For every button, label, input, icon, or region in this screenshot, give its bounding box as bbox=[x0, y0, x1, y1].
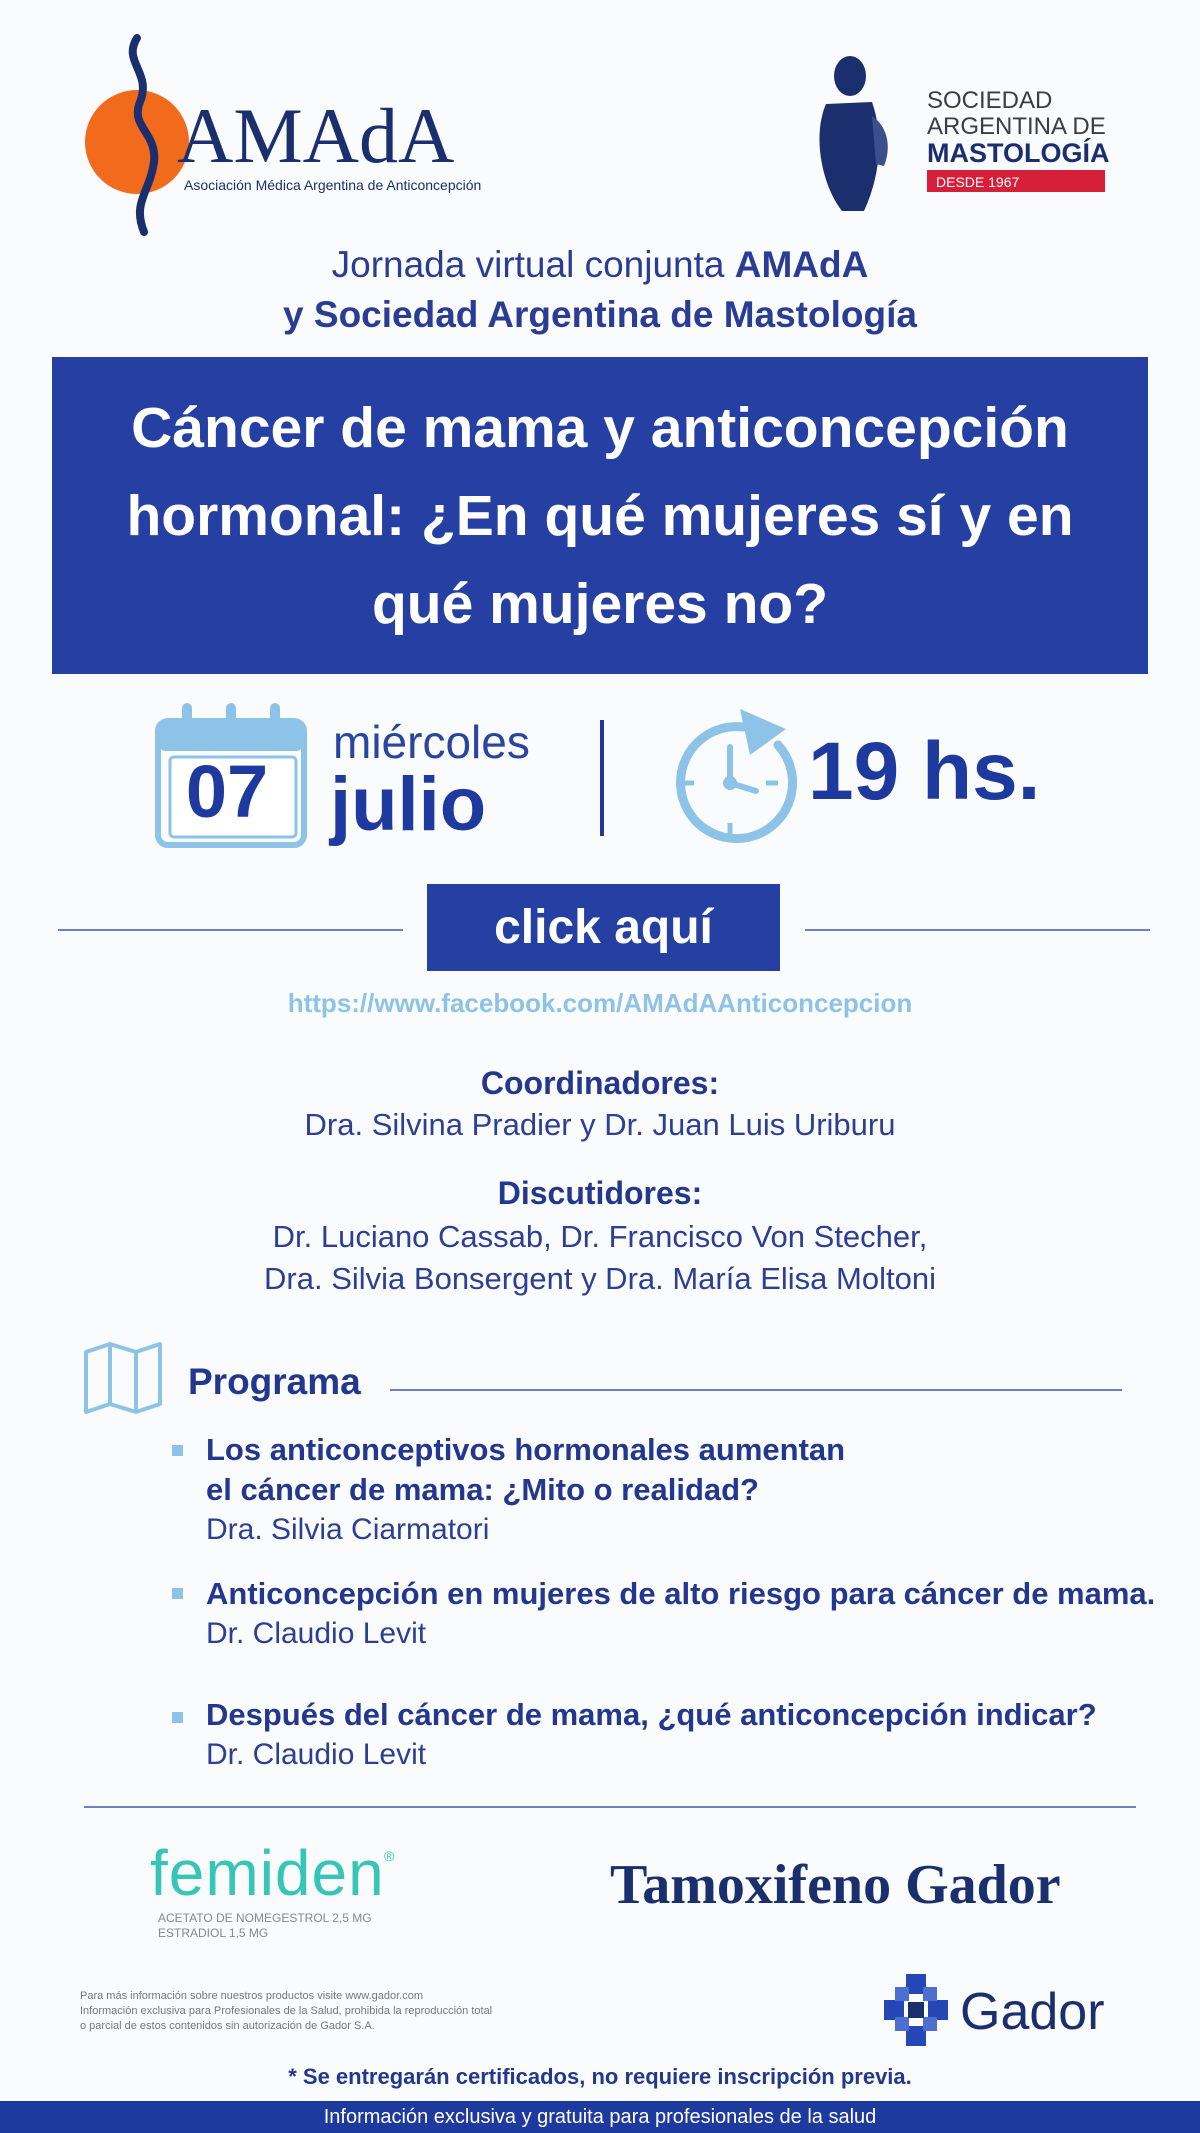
femiden-registered-mark: ® bbox=[384, 1848, 395, 1864]
gador-logo-icon bbox=[880, 1974, 952, 2046]
subtitle-line2: y Sociedad Argentina de Mastología bbox=[283, 294, 917, 335]
footer-bar: Información exclusiva y gratuita para profesionales de la salud bbox=[0, 2101, 1200, 2133]
fine-print-line1: Para más información sobre nuestros productos visite www.gador.com bbox=[80, 1990, 423, 2002]
title-banner bbox=[52, 357, 1148, 674]
femiden-ingredient-1: ACETATO DE NOMEGESTROL 2,5 MG bbox=[158, 1911, 372, 1925]
program-item-1-title-line1: Los anticonceptivos hormonales aumentan bbox=[206, 1432, 846, 1467]
program-item-3-title: Después del cáncer de mama, ¿qué anticoncepción indicar? bbox=[206, 1697, 1097, 1732]
clock-icon bbox=[668, 705, 798, 845]
amada-logo bbox=[82, 32, 552, 237]
subtitle-line1-bold: AMAdA bbox=[734, 244, 869, 285]
event-month: julio bbox=[330, 762, 487, 847]
sam-logo bbox=[812, 46, 1112, 216]
coordinators-heading: Coordinadores: bbox=[480, 1065, 720, 1101]
discussants-names-line1: Dr. Luciano Cassab, Dr. Francisco Von Stecher, bbox=[272, 1219, 928, 1254]
program-line bbox=[390, 1389, 1122, 1391]
femiden-logo: femiden bbox=[150, 1837, 385, 1909]
program-bullet-2 bbox=[172, 1588, 183, 1599]
cta-line-right bbox=[805, 929, 1150, 931]
click-here-button[interactable]: click aquí bbox=[427, 884, 780, 971]
gador-logo-text: Gador bbox=[960, 1983, 1105, 2041]
program-item-2-title: Anticoncepción en mujeres de alto riesgo para cáncer de mama. bbox=[206, 1576, 1156, 1611]
event-day: 07 bbox=[185, 750, 269, 833]
program-item-1-title-line2: el cáncer de mama: ¿Mito o realidad? bbox=[206, 1472, 759, 1507]
map-icon bbox=[82, 1342, 164, 1414]
fine-print-line2: Información exclusiva para Profesionales de la Salud, prohibida la reproducción total bbox=[80, 2005, 493, 2017]
sam-line2: ARGENTINA DE bbox=[927, 113, 1106, 140]
discussants-heading: Discutidores: bbox=[497, 1175, 703, 1211]
facebook-link[interactable]: https://www.facebook.com/AMAdAAnticoncepcion bbox=[287, 988, 913, 1018]
fine-print-line3: o parcial de estos contenidos sin autorización de Gador S.A. bbox=[80, 2020, 375, 2032]
program-item-3-speaker: Dr. Claudio Levit bbox=[206, 1738, 427, 1771]
sponsors-divider bbox=[84, 1806, 1136, 1808]
discussants-names-line2: Dra. Silvia Bonsergent y Dra. María Elisa Moltoni bbox=[264, 1261, 936, 1296]
event-time: 19 hs. bbox=[808, 726, 1041, 817]
sam-since: DESDE 1967 bbox=[936, 174, 1020, 190]
event-title: Cáncer de mama y anticoncepción hormonal: ¿En qué mujeres sí y en qué mujeres no? bbox=[126, 395, 1074, 636]
date-time-divider bbox=[600, 720, 604, 836]
certificates-note: * Se entregarán certificados, no requiere inscripción previa. bbox=[288, 2064, 912, 2089]
event-subtitle bbox=[0, 240, 1200, 340]
program-heading: Programa bbox=[188, 1361, 361, 1402]
program-bullet-3 bbox=[172, 1712, 183, 1723]
subtitle-line1-pre: Jornada virtual conjunta bbox=[331, 244, 735, 285]
event-weekday: miércoles bbox=[333, 716, 530, 768]
sam-torso-emblem bbox=[819, 56, 887, 211]
coordinators-names: Dra. Silvina Pradier y Dr. Juan Luis Uriburu bbox=[304, 1107, 896, 1142]
sam-line1: SOCIEDAD bbox=[927, 87, 1053, 114]
amada-logo-name: AMAdA bbox=[177, 92, 455, 179]
cta-line-left bbox=[58, 929, 403, 931]
femiden-ingredient-2: ESTRADIOL 1,5 MG bbox=[158, 1926, 269, 1940]
tamoxifeno-logo: Tamoxifeno Gador bbox=[610, 1854, 1061, 1916]
program-item-2-speaker: Dr. Claudio Levit bbox=[206, 1617, 427, 1650]
program-item-1-speaker: Dra. Silvia Ciarmatori bbox=[206, 1513, 490, 1546]
sam-line3: MASTOLOGÍA bbox=[927, 138, 1110, 168]
amada-logo-tagline: Asociación Médica Argentina de Anticoncepción bbox=[184, 177, 482, 193]
program-bullet-1 bbox=[172, 1445, 183, 1456]
